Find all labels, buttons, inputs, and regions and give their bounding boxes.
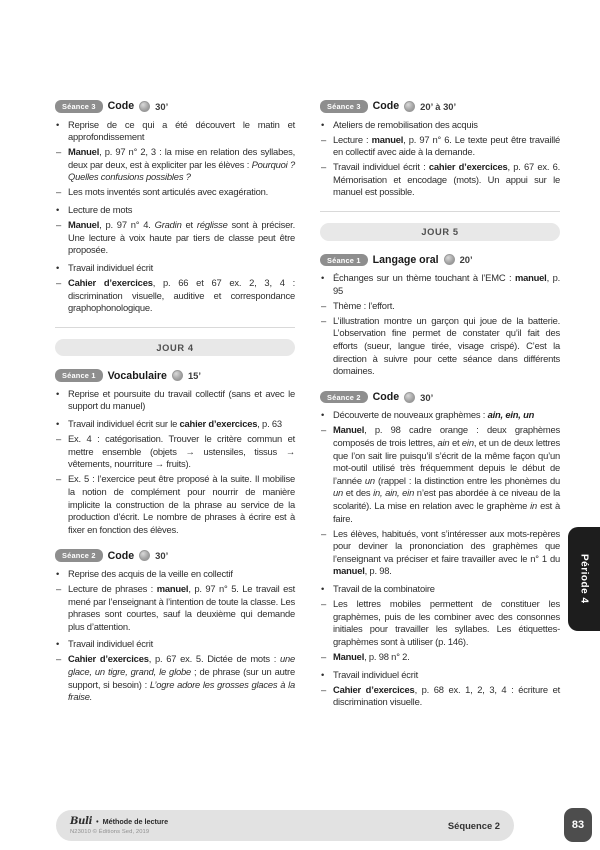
list-item (55, 433, 295, 471)
bullet-marker: • (56, 567, 60, 579)
timer-icon (404, 101, 415, 112)
section-divider (55, 327, 295, 328)
dash-marker: – (56, 653, 62, 665)
footer-bar (56, 810, 514, 841)
list-item (320, 651, 560, 664)
list-item (320, 528, 560, 578)
seance-header (320, 100, 560, 113)
list-item (55, 262, 295, 275)
item-text: Manuel, p. 97 n° 4. Gradin et réglisse sont à préciser. Une lecture à voix haute par tiers de classe peut être proposée. (68, 219, 295, 256)
dash-marker: – (56, 277, 62, 289)
item-text: Travail individuel écrit sur le cahier d’exercices, p. 63 (68, 418, 282, 429)
bullet-marker: • (321, 583, 325, 595)
timer-icon (139, 550, 150, 561)
seance-badge: Séance 3 (55, 100, 103, 113)
list-item (55, 186, 295, 199)
footer-brand-block (70, 816, 168, 835)
bullet-marker: • (56, 638, 60, 650)
seance-badge: Séance 1 (55, 369, 103, 382)
item-text: Ateliers de remobilisation des acquis (333, 118, 478, 130)
item-text: Cahier d’exercices, p. 68 ex. 1, 2, 3, 4 : écriture et discrimination visuelle. (333, 683, 561, 708)
page-number-badge: 83 (564, 808, 592, 842)
seance-badge: Séance 2 (320, 391, 368, 404)
item-text: Les mots inventés sont articulés avec exagération. (68, 186, 269, 198)
item-text: Ex. 5 : l’exercice peut être proposé à la suite. Il mobilise la notion de complément pour nourrir de manière implicite la construction de la phrase au service de la production d’écrit. Le nombre de phrases à écrire est à fixer en fonction des élèves. (68, 473, 295, 535)
dash-marker: – (56, 433, 62, 445)
item-text: Reprise des acquis de la veille en collectif (68, 567, 233, 579)
list-item (55, 638, 295, 651)
day-pill: JOUR 4 (55, 339, 295, 357)
item-text: Reprise de ce qui a été découvert le matin et approfondissement (68, 118, 295, 143)
list-item (320, 684, 560, 709)
list-item (55, 277, 295, 315)
timer-icon (444, 254, 455, 265)
seance-title: Vocabulaire (107, 369, 167, 382)
seance-badge: Séance 3 (320, 100, 368, 113)
item-text: Travail individuel écrit (333, 668, 418, 680)
dash-marker: – (321, 527, 327, 539)
item-text: Découverte de nouveaux graphèmes : ain, ein, un (333, 409, 535, 421)
list-item (320, 598, 560, 648)
seance-header (55, 100, 295, 113)
dash-marker: – (321, 651, 327, 662)
item-text: Manuel, p. 97 n° 2, 3 : la mise en relation des syllabes, deux par deux, est à expliciter par les élèves : Pourquoi ? Quelles confusions possibles ? (68, 146, 295, 183)
bullet-marker: • (321, 272, 325, 284)
bullet-marker: • (321, 668, 325, 680)
brand-line (70, 816, 168, 827)
brand-tagline: Méthode de lecture (102, 817, 169, 827)
dash-marker: – (56, 582, 62, 594)
dash-marker: – (321, 299, 327, 311)
seance-title: Code (372, 100, 400, 113)
list-item (55, 568, 295, 581)
list-item (320, 119, 560, 132)
seance-title: Code (107, 549, 135, 562)
period-tab (568, 527, 600, 631)
list-item (320, 583, 560, 596)
list-item (55, 204, 295, 217)
item-text: Lecture de phrases : manuel, p. 97 n° 5. Le travail est mené par l’enseignant à l’intention de toute la classe. Les phrases sont courtes, sauf la deuxième qui demande plus d’attention. (68, 582, 296, 632)
section-divider (320, 211, 560, 212)
item-text: Travail individuel écrit (68, 261, 153, 273)
dash-marker: – (56, 146, 62, 158)
item-text: Manuel, p. 98 n° 2. (333, 651, 410, 662)
item-text: Ex. 4 : catégorisation. Trouver le critère commun et mettre ensemble (objets → ustensiles, tissus → vêtements, nourriture → fruits). (68, 433, 295, 470)
list-item (55, 119, 295, 144)
bullet-marker: • (56, 118, 60, 130)
list-item (55, 583, 295, 633)
item-text: L’illustration montre un garçon qui joue de la batterie. L’observation fine permet de constater qu’il fait des efforts (sueur, langue tirée, visage crispé). C’est la direction à suivre pour cette séance dans différents domaines. (333, 314, 560, 377)
list-item (320, 424, 560, 525)
list-item (320, 315, 560, 378)
list-item (55, 146, 295, 184)
seance-title: Langage oral (372, 253, 439, 266)
list-item (320, 272, 560, 297)
day-pill: JOUR 5 (320, 223, 560, 241)
item-text: Cahier d’exercices, p. 66 et 67 ex. 2, 3, 4 : discrimination visuelle, auditive et correspondance graphophonologique. (68, 277, 295, 314)
list-item (320, 409, 560, 422)
seance-title: Code (107, 100, 135, 113)
dash-marker: – (321, 598, 327, 610)
list-item (55, 219, 295, 257)
seance-title: Code (372, 391, 400, 404)
seance-duration: 20’ à 30’ (420, 100, 457, 112)
item-text: Reprise et poursuite du travail collectif (sans et avec le support du manuel) (68, 387, 295, 412)
brand-logo: Buli (70, 816, 93, 828)
item-text: Échanges sur un thème touchant à l’EMC : manuel, p. 95 (333, 272, 560, 296)
timer-icon (172, 370, 183, 381)
dash-marker: – (56, 473, 62, 485)
bullet-marker: • (56, 418, 60, 429)
item-text: Travail individuel écrit (68, 638, 153, 650)
seance-badge: Séance 2 (55, 549, 103, 562)
item-text: Lecture : manuel, p. 97 n° 6. Le texte peut être travaillé en collectif avec aide à la demande. (333, 133, 560, 158)
bullet-marker: • (56, 204, 60, 216)
brand-separator-dot: • (96, 819, 99, 827)
list-item (55, 653, 295, 703)
item-text: Les lettres mobiles permettent de constituer les graphèmes, puis de les combiner avec des consonnes initiales pour travailler les syllabes. Les étiquettes-graphèmes sont à utiliser (p. 146). (333, 598, 560, 647)
item-text: Les élèves, habitués, vont s’intéresser aux mots-repères pour deviner la prononciation des graphèmes que l’enseignant va préciser et faire travailler avec le n° 1 du manuel, p. 98. (333, 527, 560, 577)
dash-marker: – (321, 161, 327, 173)
column-left (55, 100, 295, 709)
seance-duration: 30’ (155, 100, 169, 112)
dash-marker: – (56, 219, 62, 231)
bullet-marker: • (56, 261, 60, 273)
seance-header (55, 369, 295, 382)
period-tab-label: Période 4 (578, 554, 590, 604)
page-body (55, 100, 560, 709)
sequence-label: Séquence 2 (447, 820, 500, 831)
list-item (320, 161, 560, 199)
item-text: Lecture de mots (68, 204, 133, 216)
seance-duration: 15’ (187, 370, 201, 382)
bullet-marker: • (56, 387, 60, 399)
dash-marker: – (321, 314, 327, 326)
list-item (320, 669, 560, 682)
list-item (320, 134, 560, 159)
dash-marker: – (56, 186, 62, 198)
item-text: Travail individuel écrit : cahier d’exercices, p. 67 ex. 6. Mémorisation et encodage (mots). Un appui sur le manuel est possible. (333, 161, 560, 198)
item-text: Thème : l’effort. (333, 299, 395, 311)
list-item (320, 300, 560, 313)
dash-marker: – (321, 424, 327, 436)
seance-header (55, 549, 295, 562)
seance-duration: 30’ (155, 550, 169, 562)
seance-duration: 20’ (459, 254, 473, 266)
item-text: Travail de la combinatoire (333, 583, 435, 595)
list-item (55, 473, 295, 536)
dash-marker: – (321, 133, 327, 145)
item-text: Manuel, p. 98 cadre orange : deux graphèmes composés de trois lettres, ain et ein, et un de deux lettres que l’on sait lire puisqu’il s’écrit de la même façon qu’un mot-outil utilisé très fréquemment depuis le début de l’année un (rappel : la distinction entre les phonèmes du un et des in, ain, ein n’est pas abordée à ce niveau de la scolarité). La mise en relation avec le graphème in est à faire. (333, 424, 561, 524)
seance-duration: 30’ (420, 391, 434, 403)
seance-header (320, 254, 560, 267)
seance-header (320, 391, 560, 404)
column-right (320, 100, 560, 709)
bullet-marker: • (321, 409, 325, 421)
timer-icon (404, 392, 415, 403)
list-item (55, 418, 295, 431)
seance-badge: Séance 1 (320, 254, 368, 267)
timer-icon (139, 101, 150, 112)
bullet-marker: • (321, 118, 325, 130)
dash-marker: – (321, 683, 327, 695)
edition-credits: N23010 © Éditions Sed, 2019 (70, 828, 150, 835)
list-item (55, 388, 295, 413)
item-text: Cahier d’exercices, p. 67 ex. 5. Dictée de mots : une glace, un tigre, grand, le globe ; de phrase (sur un autre support, si besoin) : L’ogre adore les grosses glaces à la fraise. (68, 653, 296, 703)
